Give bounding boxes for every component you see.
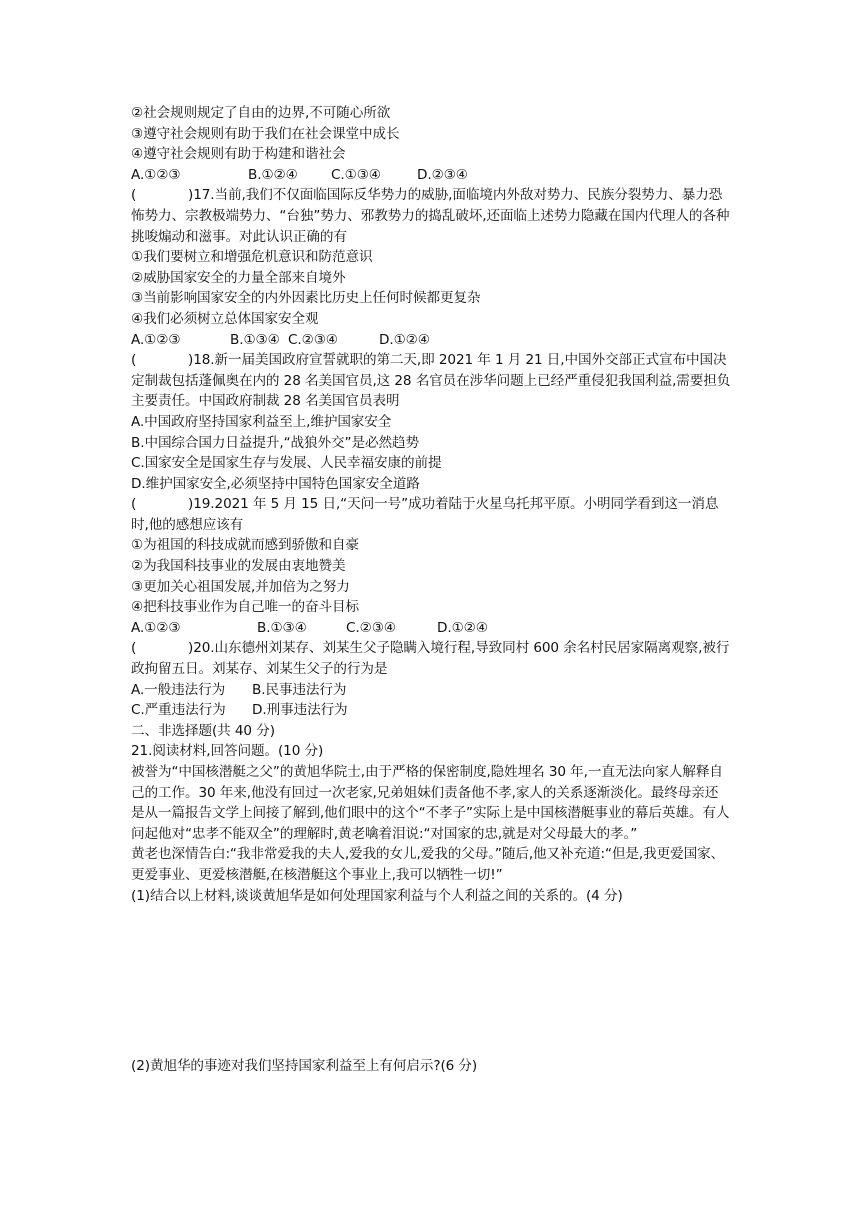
q20-choice-c: C.严重违法行为 [131, 702, 226, 719]
q17-choices [131, 330, 731, 351]
q19-option-4: ④把科技事业作为自己唯一的奋斗目标 [131, 599, 359, 616]
q21-material-paragraph-1: 被誉为“中国核潜艇之父”的黄旭华院士,由于严格的保密制度,隐姓埋名 30 年,一直无法向家人解释自己的工作。30 年来,他没有回过一次老家,兄弟姐妹们责备他不孝,家人的关系逐渐淡化。最终母亲还是从一篇报告文学上间接了解到,他们眼中的这个“不孝子”实际上是中国核潜艇事业的幕后英雄。有人问起他对“忠孝不能双全”的理解时,黄老噙着泪说:“对国家的忠,就是对父母最大的孝。” [131, 764, 730, 842]
q19-choice-a: A.①②③ [131, 619, 181, 636]
q18-stem [131, 350, 731, 412]
q17-choice-b: B.①③④ [230, 331, 280, 348]
q19-stem-text: )19.2021 年 5 月 15 日,“天问一号”成功着陆于火星乌托邦平原。小明同学看到这一消息时,他的感想应该有 [131, 496, 719, 533]
q19-option-1: ①为祖国的科技成就而感到骄傲和自豪 [131, 537, 359, 554]
q20-choices-cd [131, 700, 731, 721]
section-2-heading: 二、非选择题(共 40 分) [131, 722, 275, 739]
q16-option-2: ②社会规则规定了自由的边界,不可随心所欲 [131, 105, 391, 121]
q20-choice-d: D.刑事违法行为 [252, 702, 348, 719]
q18-answer-blank: ( [131, 352, 137, 369]
q17-choice-c: C.②③④ [288, 331, 338, 348]
q17-option-2: ②威胁国家安全的力量全部来自境外 [131, 269, 346, 286]
q20-answer-blank: ( [131, 640, 137, 657]
q19-choices [131, 618, 731, 639]
q19-answer-blank: ( [131, 496, 137, 513]
q16-choice-d: D.②③④ [417, 166, 468, 183]
q16-option-4: ④遵守社会规则有助于构建和谐社会 [131, 146, 346, 163]
q16-choices [131, 165, 731, 186]
q21-title: 21.阅读材料,回答问题。(10 分) [131, 743, 324, 760]
q16-choice-b: B.①②④ [248, 166, 298, 183]
q18-option-b: B.中国综合国力日益提升,“战狼外交”是必然趋势 [131, 434, 419, 451]
q16-choice-a: A.①②③ [131, 166, 181, 183]
q17-stem-text: )17.当前,我们不仅面临国际反华势力的威胁,面临境内外敌对势力、民族分裂势力、暴力恐怖势力、宗教极端势力、“台独”势力、邪教势力的捣乱破坏,还面临上述势力隐藏在国内代理人的各种挑唆煽动和滋事。对此认识正确的有 [131, 187, 730, 245]
q16-option-3: ③遵守社会规则有助于我们在社会课堂中成长 [131, 125, 400, 142]
q19-option-3: ③更加关心祖国发展,并加倍为之努力 [131, 578, 350, 595]
exam-page [131, 103, 731, 1077]
q19-stem [131, 494, 731, 535]
q17-option-1: ①我们要树立和增强危机意识和防范意识 [131, 249, 373, 266]
q19-option-2: ②为我国科技事业的发展由衷地赞美 [131, 558, 346, 575]
q20-choice-a: A.一般违法行为 [131, 681, 226, 698]
q17-stem [131, 185, 731, 247]
q20-choice-b: B.民事违法行为 [252, 681, 347, 698]
q17-choice-a: A.①②③ [131, 331, 181, 348]
q17-option-3: ③当前影响国家安全的内外因素比历史上任何时候都更复杂 [131, 290, 481, 307]
q19-choice-b: B.①③④ [257, 619, 307, 636]
q16-choice-c: C.①③④ [331, 166, 381, 183]
q21-subquestion-2: (2)黄旭华的事迹对我们坚持国家利益至上有何启示?(6 分) [131, 1058, 478, 1075]
q17-option-4: ④我们必须树立总体国家安全观 [131, 310, 319, 327]
q19-choice-d: D.①②④ [437, 619, 488, 636]
q18-option-d: D.维护国家安全,必须坚持中国特色国家安全道路 [131, 475, 420, 492]
q17-answer-blank: ( [131, 187, 137, 204]
answer-space-1[interactable] [131, 906, 731, 1056]
q18-stem-text: )18.新一届美国政府宣誓就职的第二天,即 2021 年 1 月 21 日,中国外交部正式宣布中国决定制裁包括蓬佩奥在内的 28 名美国官员,这 28 名官员在涉华问题上已经严重侵犯我国利益,需要担负主要责任。中国政府制裁 28 名美国官员表明 [131, 352, 731, 410]
q19-choice-c: C.②③④ [346, 619, 396, 636]
q20-choices-ab [131, 680, 731, 701]
q21-material-paragraph-2: 黄老也深情告白:“我非常爱我的夫人,爱我的女儿,爱我的父母。”随后,他又补充道:“但是,我更爱国家、更爱事业、更爱核潜艇,在核潜艇这个事业上,我可以牺牲一切!” [131, 846, 725, 883]
q17-choice-d: D.①②④ [379, 331, 430, 348]
q18-option-c: C.国家安全是国家生存与发展、人民幸福安康的前提 [131, 455, 442, 472]
q18-option-a: A.中国政府坚持国家利益至上,维护国家安全 [131, 413, 392, 430]
q20-stem [131, 638, 731, 679]
q21-subquestion-1: (1)结合以上材料,谈谈黄旭华是如何处理国家利益与个人利益之间的关系的。(4 分) [131, 887, 623, 904]
q20-stem-text: )20.山东德州刘某存、刘某生父子隐瞒入境行程,导致同村 600 余名村民居家隔离观察,被行政拘留五日。刘某存、刘某生父子的行为是 [131, 640, 730, 678]
